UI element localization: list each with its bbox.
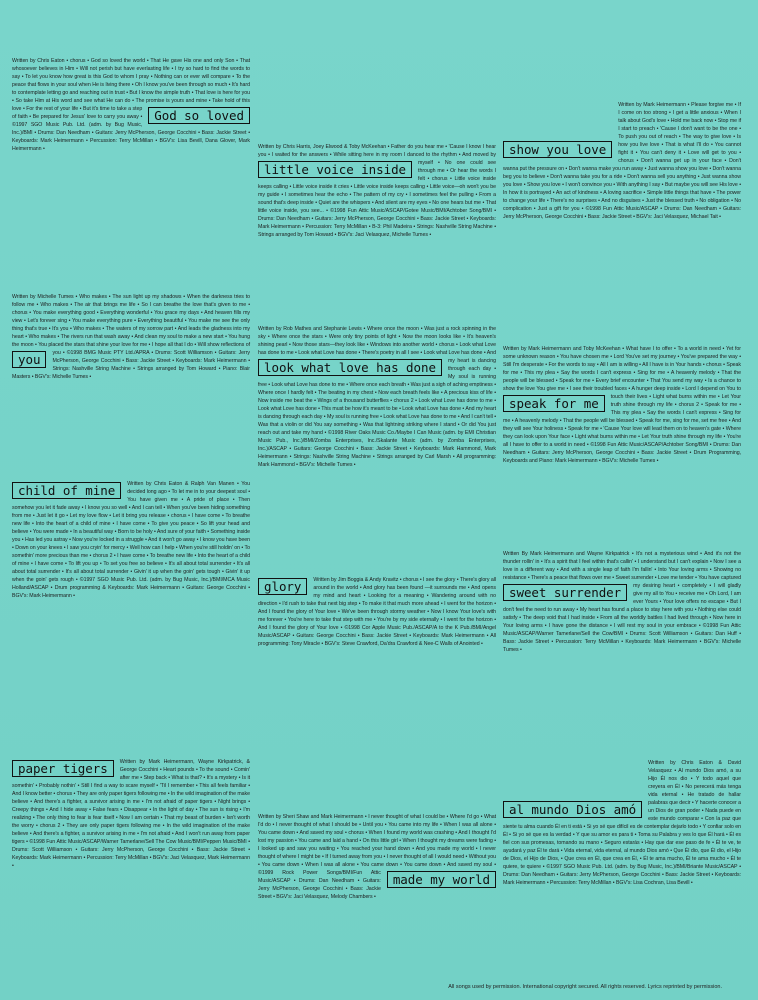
song-text-before: Written by Rob Mathes and Stephanie Lewis • Where once the moon • Was just a rock spinning in the sky • Where once the stars • Were only tiny points of light • Now the moon looks like • It's heaven's shining pearl • Now those stars—they look like • Windows into another world • chorus • Look what Love has done to me • Look what bbox=[258, 326, 496, 356]
song-text-after: Written by Chris Eaton & Ralph Van Manen • You decided long ago • To let me in to your deepest soul • You have given me • A pride of place • Then somehow you let it fade away • I know you so well • And I can tell • When you've been hiding something from me • Just let it go • Let my love flow • Let it bring you release • chorus • I have come • To breathe new life • Into the heart of a child of mine • I have come • To give you peace • So lift your head and believe • You were made • In a beautiful way • Born to be holy • And sure of your faith • Something inside you • Has led you astray • Now you're locked in a struggle • And it won't go away • I know you have been • Down on your knees • I saw you cryin' for mercy • Well how can I help • When you're still holdin' on • To somethin' more precious than me • chorus 2 • I have come • To breathe new life • Into the heart of a child of mine • I have come • To lift you up • To set you free so believe • It's all about total surrender • It's all about total surrender • It's all about total surrender • Givin' it up when the goin' gets tough • Givin' it up when the goin' gets rough • ©1997 SGO Music Pub. Ltd. (adm. by Bug Music, Inc.)/BMI/MCA Music Holland/ASCAP • Drum programming & Keyboards: Mark Heimermann • Guitars: George Cocchini • BGV's: Mark Heimermann • bbox=[12, 481, 250, 599]
song-show-you-love bbox=[503, 101, 741, 221]
song-title-glory: glory bbox=[258, 578, 307, 595]
song-text-before: Written by Chris Eaton & David Velasquez • Al mundo Dios amó, a su Hijo Él nos dio • Y todo aquel que creyera en Él • No perecerá más tenga vida eternal • He tratado de hallar palabras que decir • Y hacerte conocer a un Dios de gran poder • Nada puede en este mundo comparar • Con la paz que siente tu alma cuando Él en ti está • Si yo sé que difícil es de contemplar dejarlo todo • Y confiar solo en Él • Si yo sé que es la verdad • Y que su amor es para ti • Toma su Palabra y ves lo que Él hará • Él es fiel con sus promesas, tomando su mano • Seguro estarás • Hay que dar ese paso de fe • Él te ve, te ayudará y paz Él te dará • Vida eternal, vida eternal, al mundo Dios amó • Que Él dio, que Él dio, el Hijo de Dios, el Hijo de Dios, • Que crea en Él, que crea en Él, • Él te ama mucho, Él te ama mucho • Él te quiere, te quiere • ©1997 SGO Music Pub. Ltd. (adm. by Bug Music, Inc.)/BMI/Briante Music/ASCAP • Drums: Dan Needham • Guitars: Jerry McPherson, George Cocchini • Bass: Jackie Street • Keyboards: Mark Heimermann • Percussion: Terry McMillan • BGV's: Lisa Cochran, Lisa Bevill • bbox=[503, 760, 741, 886]
song-made-my-world bbox=[258, 813, 496, 901]
song-title-made-my-world: made my world bbox=[387, 871, 496, 888]
song-child-of-mine bbox=[12, 480, 250, 600]
song-text-after: • ©1999 Rock Power Songs/BMI/Fun Attic Music/ASCAP • Drums: Dan Needham • Guitars: Jerry McPherson, George Cocchini • Bass: Jackie Street • BGV's: Jaci Velasquez, Melody Chambers • bbox=[258, 862, 496, 900]
song-god-so-loved bbox=[12, 57, 250, 153]
song-title-speak-for-me: speak for me bbox=[503, 395, 605, 412]
song-title-paper-tigers: paper tigers bbox=[12, 760, 114, 777]
song-title-look-what-love-has-done: look what love has done bbox=[258, 359, 442, 376]
song-look-what-love-has-done bbox=[258, 325, 496, 469]
song-text-before: Written by Chris Harris, Joey Elwood & Toby McKeehan • Father do you hear me • 'Cause I know I hear you • I waited for the answers • While sitting here in my room bbox=[258, 144, 496, 158]
song-text-before: Written by Michelle Tumes • Who makes • The sun light up my shadows • When the darkness tries to follow me • Who makes • The air that brings me life • So I can breathe the love that's given to me • chorus • You make everything good • Everything wonderful • You grace my days • And heaven fills my view • Let's forever sing • You make everything pure • Everything beautiful • You make me see the only thing that's true • It's you • Who makes • The waters of my sorrow part • And leads the gladness into my heart • Who makes • The rivers run that wash away • And clean my soul to make a new start • You hung the moon • You placed the stars that shine your love for me • I hope all that I do • Will show reflections of you bbox=[12, 294, 250, 356]
song-text-after: Written by Mark Heimermann, Wayne Kirkpatrick, & George Cocchini • Heart pounds • To the sound • Comin' after me • Step back • What is that? • It's a mystery • Is it somethin' • Probably nothin' • Still I find a way to scare myself • 'Til I remember • This all feels familiar • And I know better • chorus • They are only paper tigers following me • In the wild imagination of the make believe • And there's a fighter, a survivor arising in me • I'm not afraid of paper tigers • Night brings • Creepy things • And I hide away • False fears • Disappear • In the light of day • The sun is rising • I'm realizing • The only thing to fear is fear itself • Now I am certain • That my beast of burden • Isn't worth the worry • chorus 2 • They are only paper tigers following me • In the wild imagination of the make believe • And there's a fighter, a survivor arising in me • I'm not afraid • And I won't run away from paper tigers • ©1998 Fun Attic Music/ASCAP/Warner Tamerlane/Sell The Cow Music/BMI/Peppen Music/BMI • Drums: Scott Williamson • Guitars: Jerry McPherson, George Cocchini • Bass: Jackie Street • Keyboards: Mark Heimermann • Percussion: Terry McMillan • BGV's: Jaci Velasquez, Mark Heimermann • bbox=[12, 759, 250, 869]
song-text-before: Written by Mark Heimermann • Please forgive me • If I come on too strong • I get a little anxious • When I talk about God's love • Hold me back now • Stop me if I start to preach • 'Cause I don't want to be the one • To push you out of reach • The way to give love • Is how you live love • That is what I'll do • You cannot fight it • You can't deny it • Love will get to you • chorus • Don't wanna get up in your face • Don't wanna put the pressure on • Don't wanna make you run away • Just wanna show you love • Don't wanna beg you to believe • Don't wanna take you for a ride • Don't wanna sell you anything • Just wanna show you love • Show you love • I won't convince you • With anything I say • But maybe you will see His love • In how it is portrayed • An act of kindness • A loving sacrifice • Simple little things that have • The power to change your life • There's no surprises • And no disguises • Just the blessed truth • No obligation • No complication • Just a gift for you • ©1998 Fun Attic Music/ASCAP • Drums: Dan Needham • Guitars: Jerry McPherson, George Cocchini • Bass: Jackie Street • BGV's: Jaci Velasquez, Michael Tait • bbox=[503, 102, 741, 220]
song-al-mundo-dios-amo bbox=[503, 759, 741, 887]
song-paper-tigers bbox=[12, 758, 250, 870]
song-speak-for-me bbox=[503, 345, 741, 465]
song-text-before: Written by Chris Eaton • chorus • God so loved the world • That He gave His one and only Son • That whosoever believes in Him • Will not perish but have everlasting life • I try so hard to find the words to say • To let you know how great is this God to whom I pray • Nothing can or ever will compare • To the peace that flows in your soul when He is living there • Oh I know you've been through so much • It's hard to contemplate letting go and reaching out in trust • But I know the simple truth • That love is here for you • So take Him at His word and see what He can do • The promise is yours and mine • Take hold of this love • For the rest bbox=[12, 58, 250, 112]
song-title-sweet-surrender: sweet surrender bbox=[503, 584, 627, 601]
song-text-after: I will gladly give my all to You • receive me • Oh Lord, I am ever Yours • Your love offers no escape • But I don't feel the need to run away • My heart has found a place to stay here with you • Nothing else could satisfy • The deep void that I had inside • From all the worldly battles I had lived through • Now here in Your loving arms • I have gone the distance • I will rest my soul in your embrace • ©1998 Fun Attic Music/ASCAP/Warner Tamerlane/Sell the Cow/BMI • Drums: Scott Williamson • Guitars: Dan Huff • Bass: Jackie Street • Percussion: Terry McMillan • Keyboards: Mark Heimermann • BGV's: Michelle Tumes • bbox=[503, 583, 741, 653]
song-text-after: I danced to the rhythm • And moved by myself • No one could see through me • Or hear the words I felt • chorus • Little voice inside keeps calling • Little voice inside it cries • Little voice inside keeps calling • Little voice—oh won't you be my guide • I sometimes hear the echo • The pattern of my cry • I sometimes feel the pulling • From a sound that's deep inside • Quiet are the whispers • And silent are my eyes • No one hears but me • That little voice inside, you see... • ©1998 Fun Attic Music/ASCAP/Gotee Music/BMI/Achtober Song/BMI • Drums: Dan Needham • Guitars: Jerry McPherson, George Cocchini • Bass: Jackie Street • Keyboards: Mark Heimermann • Percussion: Terry McMillan • B-3: Phil Madeira • Strings: Nashville String Machine • Strings arranged by Tom Howard • BGV's: Jaci Velasquez, Michelle Tumes • bbox=[258, 152, 496, 238]
copyright-footer: All songs used by permission. International copyright secured. All rights reserved. Lyrics reprinted by permission. bbox=[448, 984, 722, 990]
song-text-after: Love has done • There's poetry in all I see • Look what Love has done • And my heart is dancing through each day • My soul is running free • Look what Love has done to me • Where once each breath • Was just a sigh of aching emptiness • Where once I hardly felt • The beating in my chest • Now each breath feels like • A precious kiss of life • Now inside me beat the • Wings of a thousand butterflies • chorus 2 • Look what Love has done to me • Look what Love has done • This must be how it's meant to be • Look what Love has done • And my heart is dancing through each day • My soul is running free • Look what Love has done to me • And I can't tell • Was that a violin or did You say something • Was that lightning striking where I stand • Or did You just reach out and take my hand • ©1998 River Oaks Music Co./Maybe I Can Music (adm. by EMI Christian Music Pub., Inc.)/BMI/Zomba Enterprises, Inc./Skalante Music (adm. by Zomba Enterprises, Inc.)/ASCAP • Guitars: George Cocchini • Bass: Jackie Street • Keyboards: Mark Hammond, Mark Heimermann • Strings: Nashville String Machine • Strings arranged by Carl Marsh • All programming: Mark Hammond • BGV's: Michelle Tumes • bbox=[258, 350, 496, 468]
song-text-after: • ©1998 BMG Music PTY Ltd./APRA • Drums: Scott Williamson • Guitars: Jerry McPherson, George Cocchini • Bass: Jackie Street • Keyboards: Mark Heimermann • Strings: Nashville String Machine • Strings arranged by Tom Howard • Piano: Blair Masters • BGV's: Michelle Tumes • bbox=[12, 350, 250, 380]
song-title-you: you bbox=[12, 351, 46, 368]
song-title-show-you-love: show you love bbox=[503, 141, 612, 158]
song-text-after: within me • Let Your truth shine through my life • chorus 2 • Speak for me • This my plea • Say the words I can't express • Sing for me • A heavenly melody • That the people will be blessed • Speak for me, sing for me, set me free • And they will see Your holiness • Speak for me • 'Cause Your love will lead them on to heaven's gate • Where they can look upon Your face • Light what burns within me • Let Your truth shine through my life • You're all I have to offer to a world in need • ©1998 Fun Attic Music/ASCAP/Achtober Song/BMI • Drums: Dan Needham • Guitars: Jerry McPherson, George Cocchini • Bass: Jackie Street • Drum Programming, Keyboards and Piano: Mark Heimermann • BGV's: Michelle Tumes • bbox=[503, 394, 741, 464]
song-sweet-surrender bbox=[503, 550, 741, 654]
song-text-before: Written by Mark Heimermann and Toby McKeehan • What have I to offer • To a world in need • Yet for some unknown reason • You have chosen me • Lord You've set my journey • You've prepared the way • Still I'm desperate • For the words to say • All I am is willing • All I have is in Your hands • chorus • Speak for me • This my plea • Say the words I can't express • Sing for me • A heavenly melody • That the people will be blessed • Speak for me • Every brief encounter • That You send my way • Is a chance to show the love You give me • I see their troubled faces • A hunger deep inside • Lord I depend on You to touch their lives • Light what burns bbox=[503, 346, 741, 400]
song-title-al-mundo-dios-amo: al mundo Dios amó bbox=[503, 801, 642, 818]
song-text-after: Written by Jim Boggia & Andy Kravitz • chorus • I see the glory • There's glory all around in the world • And glory has been found —it surrounds me • And opens my mind and heart • Looking for a meaning • Wandering around with no direction • I'd rush to take that next big step • To make it that much more ahead • I went for the horizon • And I found the glory of Your love • We've been through stormy weather • Now I know Your love's with me forever • You're here to take that step with me • You're by my side eternally • I went for the horizon • And I found the glory of Your love • ©1998 Cor Apple Music Pub./ASCAP/A to the K Pub./BMI/Angel Music/ASCAP • Guitars: George Cocchini • Bass: Jackie Street • Keyboards: Mark Heimermann • All programming: Tony Miracle • BGV's: Steve Crawford, Da'dra Crawford & Nee-C Walls of Anointed • bbox=[258, 577, 496, 647]
song-you bbox=[12, 293, 250, 381]
song-text-after: of your life • But it's time to take a step of faith • Be prepared for Jesus' love to carry you away • ©1997 SGO Music Pub. Ltd. (adm. by Bug Music, Inc.)/BMI • Drums: Dan Needham • Guitars: Jerry McPherson, George Cocchini • Bass: Jackie Street • Keyboards: Mark Heimermann • Percussion: Terry McMillan • BGV's: Lisa Bevill, Dana Glover, Mark Heimermann • bbox=[12, 106, 250, 152]
song-title-god-so-loved: God so loved bbox=[148, 107, 250, 124]
song-glory bbox=[258, 576, 496, 648]
song-text-before: Written By Mark Heimermann and Wayne Kirkpatrick • It's not a mysterious wind • And it's not the thunder rollin' in • It's a spirit that I feel within that's callin' • I understand but I can't explain • Now I see a love in a different way • And with a single leap of faith I'm fallin' • Into Your loving arms • Showing no resistance • There's a peace that flows over me • Sweet surrender • Love me tender • You have captured my desiring heart • completely • bbox=[503, 551, 741, 589]
song-title-little-voice-inside: little voice inside bbox=[258, 161, 412, 178]
song-text-before: Written by Sheri Shaw and Mark Heimermann • I never thought of what I could be • Where I'd go • What I'd do • I never thought of what I should be • Until you • You came into my life • When I was all alone • You came down • And saved my soul • chorus • When I found my world was crashing • And I thought I'd lost my passion • You came and laid a hand • On this little girl • When I thought my dreams were fading • I looked up and saw you waiting • You reached your hand down • And you made my world • I never thought of where I might be • If I turned away from you • I never thought of all I would need • Without you • You came down • When I was all alone • You came down • You came down • And saved my soul bbox=[258, 814, 496, 868]
song-title-child-of-mine: child of mine bbox=[12, 482, 121, 499]
song-little-voice-inside bbox=[258, 143, 496, 239]
